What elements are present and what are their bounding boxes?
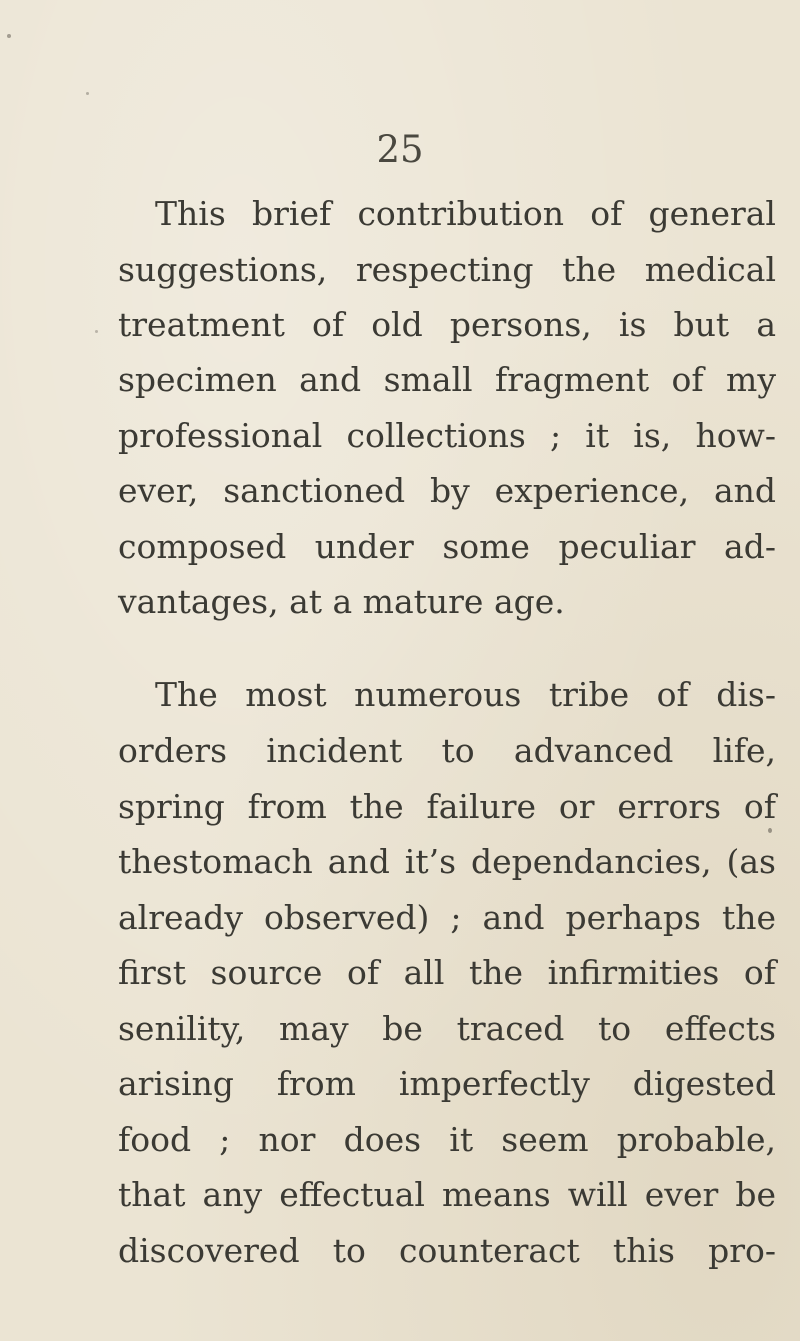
text-line: composed under some peculiar ad- — [118, 527, 776, 566]
text-line: that any effectual means will ever be — [118, 1175, 776, 1214]
text-line: This brief contribution of general — [155, 194, 776, 233]
text-line: professional collections ; it is, how- — [118, 416, 776, 455]
text-line: arising from imperfectly digested — [118, 1064, 776, 1103]
text-line: suggestions, respecting the medical — [118, 250, 776, 289]
text-line: vantages, at a mature age. — [118, 582, 565, 621]
text-line: The most numerous tribe of dis- — [155, 675, 776, 714]
text-line: discovered to counteract this pro- — [118, 1231, 776, 1270]
text-line: already observed) ; and perhaps the — [118, 898, 776, 937]
text-line: thestomach and it’s dependancies, (as — [118, 842, 776, 881]
foxing-spot — [7, 34, 11, 38]
foxing-spot — [768, 828, 772, 833]
foxing-spot — [95, 330, 98, 333]
text-line: treatment of old persons, is but a — [118, 305, 776, 344]
text-line: orders incident to advanced life, — [118, 731, 776, 770]
text-line: food ; nor does it seem probable, — [118, 1120, 776, 1159]
text-line: ever, sanctioned by experience, and — [118, 471, 776, 510]
page-number: 25 — [376, 128, 424, 171]
text-line: specimen and small fragment of my — [118, 360, 776, 399]
text-line: first source of all the infirmities of — [118, 953, 776, 992]
text-line: senility, may be traced to effects — [118, 1009, 776, 1048]
foxing-spot — [86, 92, 89, 95]
text-line: spring from the failure or errors of — [118, 787, 776, 826]
